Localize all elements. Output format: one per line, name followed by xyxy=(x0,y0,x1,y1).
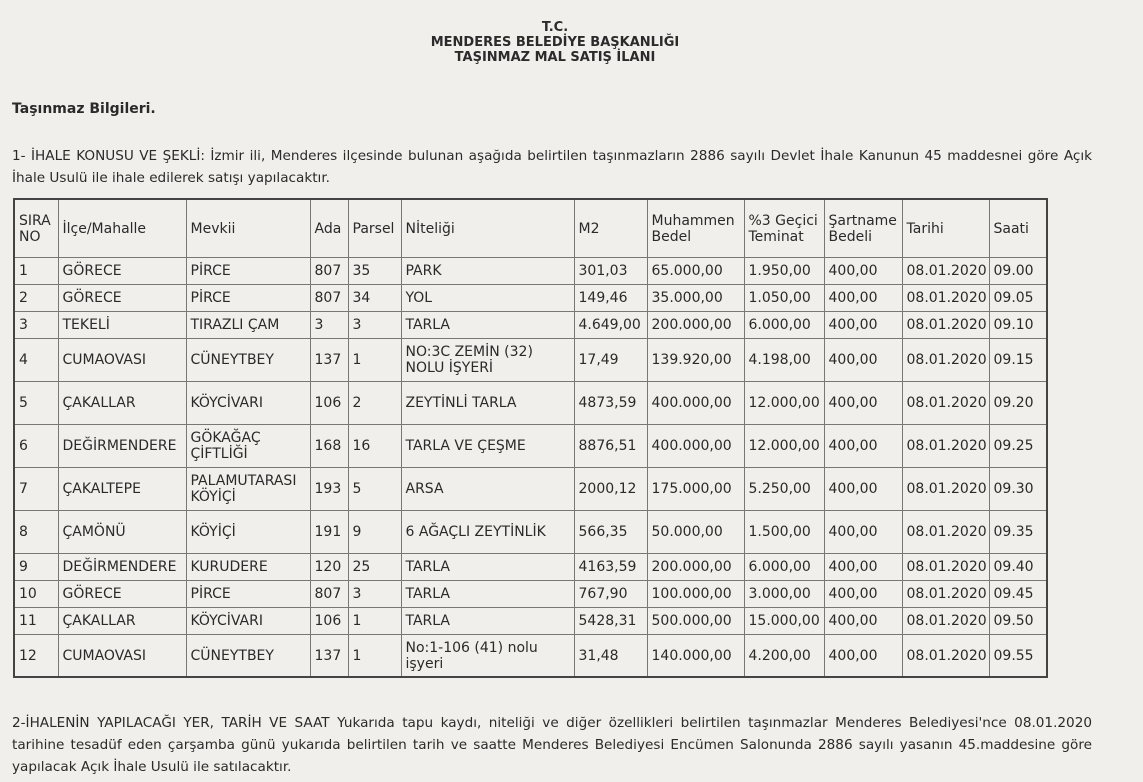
cell-parsel: 1 xyxy=(348,635,401,678)
cell-ada: 168 xyxy=(310,425,348,468)
cell-parsel: 16 xyxy=(348,425,401,468)
cell-no: 12 xyxy=(14,635,58,678)
cell-nitelik: TARLA xyxy=(401,608,574,635)
cell-bedel: 139.920,00 xyxy=(647,339,744,382)
cell-nitelik: ARSA xyxy=(401,468,574,511)
col-header-teminat: %3 Geçici Teminat xyxy=(744,199,824,258)
cell-nitelik: TARLA xyxy=(401,312,574,339)
cell-ilce: CUMAOVASI xyxy=(58,635,186,678)
cell-nitelik: 6 AĞAÇLI ZEYTİNLİK xyxy=(401,511,574,554)
table-row xyxy=(14,635,1047,678)
cell-saat: 09.35 xyxy=(989,511,1047,554)
cell-saat: 09.45 xyxy=(989,581,1047,608)
cell-saat: 09.30 xyxy=(989,468,1047,511)
cell-parsel: 9 xyxy=(348,511,401,554)
cell-bedel: 400.000,00 xyxy=(647,425,744,468)
table-row xyxy=(14,581,1047,608)
cell-parsel: 1 xyxy=(348,339,401,382)
cell-sartname: 400,00 xyxy=(824,285,902,312)
paragraph-tender-subject: 1- İHALE KONUSU VE ŞEKLİ: İzmir ili, Menderes ilçesinde bulunan aşağıda belirtilen taşınmazların 2886 sayılı Devlet İhale Kanunun 45 maddesnei göre Açık İhale Usulü ile ihale edilerek satışı yapılacaktır. xyxy=(12,148,1092,186)
cell-ada: 191 xyxy=(310,511,348,554)
cell-nitelik: NO:3C ZEMİN (32) NOLU İŞYERİ xyxy=(401,339,574,382)
cell-parsel: 5 xyxy=(348,468,401,511)
cell-m2: 4163,59 xyxy=(574,554,647,581)
cell-sartname: 400,00 xyxy=(824,339,902,382)
cell-nitelik: TARLA VE ÇEŞME xyxy=(401,425,574,468)
col-header-niteligi: Nİteliği xyxy=(401,199,574,258)
cell-ilce: GÖRECE xyxy=(58,285,186,312)
cell-teminat: 12.000,00 xyxy=(744,425,824,468)
cell-m2: 5428,31 xyxy=(574,608,647,635)
cell-m2: 31,48 xyxy=(574,635,647,678)
col-header-bedel: Muhammen Bedel xyxy=(647,199,744,258)
table-row xyxy=(14,339,1047,382)
cell-ilce: DEĞİRMENDERE xyxy=(58,425,186,468)
cell-ada: 106 xyxy=(310,382,348,425)
cell-saat: 09.20 xyxy=(989,382,1047,425)
cell-no: 3 xyxy=(14,312,58,339)
cell-saat: 09.25 xyxy=(989,425,1047,468)
cell-ilce: DEĞİRMENDERE xyxy=(58,554,186,581)
col-header-saat: Saati xyxy=(989,199,1047,258)
cell-bedel: 35.000,00 xyxy=(647,285,744,312)
cell-mevkii: KÖYCİVARI xyxy=(186,608,310,635)
col-header-tarih: Tarihi xyxy=(902,199,989,258)
cell-teminat: 6.000,00 xyxy=(744,554,824,581)
cell-teminat: 3.000,00 xyxy=(744,581,824,608)
table-row xyxy=(14,468,1047,511)
cell-sartname: 400,00 xyxy=(824,312,902,339)
cell-ada: 807 xyxy=(310,258,348,285)
cell-mevkii: KURUDERE xyxy=(186,554,310,581)
cell-no: 2 xyxy=(14,285,58,312)
cell-tarih: 08.01.2020 xyxy=(902,581,989,608)
cell-ilce: CUMAOVASI xyxy=(58,339,186,382)
cell-nitelik: YOL xyxy=(401,285,574,312)
table-row xyxy=(14,511,1047,554)
cell-ilce: ÇAMÖNÜ xyxy=(58,511,186,554)
cell-nitelik: TARLA xyxy=(401,554,574,581)
cell-ada: 106 xyxy=(310,608,348,635)
cell-mevkii: PALAMUTARASI KÖYİÇİ xyxy=(186,468,310,511)
col-header-sartname: Şartname Bedeli xyxy=(824,199,902,258)
col-header-m2: M2 xyxy=(574,199,647,258)
cell-bedel: 200.000,00 xyxy=(647,312,744,339)
cell-tarih: 08.01.2020 xyxy=(902,608,989,635)
cell-sartname: 400,00 xyxy=(824,382,902,425)
cell-parsel: 3 xyxy=(348,312,401,339)
cell-parsel: 34 xyxy=(348,285,401,312)
cell-tarih: 08.01.2020 xyxy=(902,312,989,339)
cell-mevkii: TIRAZLI ÇAM xyxy=(186,312,310,339)
cell-bedel: 175.000,00 xyxy=(647,468,744,511)
cell-nitelik: ZEYTİNLİ TARLA xyxy=(401,382,574,425)
table-row xyxy=(14,258,1047,285)
cell-bedel: 65.000,00 xyxy=(647,258,744,285)
cell-ilce: ÇAKALLAR xyxy=(58,608,186,635)
col-header-mevkii: Mevkii xyxy=(186,199,310,258)
cell-teminat: 5.250,00 xyxy=(744,468,824,511)
cell-ilce: ÇAKALTEPE xyxy=(58,468,186,511)
cell-ada: 120 xyxy=(310,554,348,581)
cell-mevkii: PİRCE xyxy=(186,581,310,608)
cell-saat: 09.00 xyxy=(989,258,1047,285)
cell-m2: 301,03 xyxy=(574,258,647,285)
cell-ada: 807 xyxy=(310,285,348,312)
cell-sartname: 400,00 xyxy=(824,468,902,511)
cell-ada: 807 xyxy=(310,581,348,608)
table-row xyxy=(14,608,1047,635)
cell-no: 1 xyxy=(14,258,58,285)
table-row xyxy=(14,285,1047,312)
cell-sartname: 400,00 xyxy=(824,554,902,581)
table-row xyxy=(14,312,1047,339)
cell-tarih: 08.01.2020 xyxy=(902,285,989,312)
table-row xyxy=(14,425,1047,468)
cell-tarih: 08.01.2020 xyxy=(902,258,989,285)
cell-sartname: 400,00 xyxy=(824,608,902,635)
cell-ilce: GÖRECE xyxy=(58,581,186,608)
cell-ilce: ÇAKALLAR xyxy=(58,382,186,425)
cell-no: 9 xyxy=(14,554,58,581)
cell-tarih: 08.01.2020 xyxy=(902,511,989,554)
cell-ada: 137 xyxy=(310,635,348,678)
cell-mevkii: PİRCE xyxy=(186,285,310,312)
cell-m2: 149,46 xyxy=(574,285,647,312)
cell-saat: 09.15 xyxy=(989,339,1047,382)
cell-ilce: TEKELİ xyxy=(58,312,186,339)
cell-m2: 4873,59 xyxy=(574,382,647,425)
cell-mevkii: GÖKAĞAÇ ÇİFTLİĞİ xyxy=(186,425,310,468)
cell-mevkii: PİRCE xyxy=(186,258,310,285)
paragraph-tender-place-date: 2-İHALENİN YAPILACAĞI YER, TARİH VE SAAT Yukarıda tapu kaydı, niteliği ve diğer özellikleri belirtilen taşınmazlar Menderes Belediyesi'nce 08.01.2020 tarihine tesadüf eden çarşamba günü yukarıda belirtilen tarih ve saatte Menderes Belediyesi Encümen Salonunda 2886 sayılı yasanın 45.maddesine göre yapılacak Açık İhale Usulü ile satılacaktır. xyxy=(12,715,1092,775)
cell-tarih: 08.01.2020 xyxy=(902,425,989,468)
cell-mevkii: CÜNEYTBEY xyxy=(186,339,310,382)
cell-ilce: GÖRECE xyxy=(58,258,186,285)
cell-nitelik: PARK xyxy=(401,258,574,285)
cell-nitelik: TARLA xyxy=(401,581,574,608)
cell-mevkii: KÖYCİVARI xyxy=(186,382,310,425)
cell-ada: 193 xyxy=(310,468,348,511)
cell-bedel: 50.000,00 xyxy=(647,511,744,554)
cell-sartname: 400,00 xyxy=(824,258,902,285)
cell-no: 10 xyxy=(14,581,58,608)
cell-teminat: 1.500,00 xyxy=(744,511,824,554)
table-header-row xyxy=(14,199,1047,258)
cell-sartname: 400,00 xyxy=(824,511,902,554)
header-line-tc: T.C. xyxy=(541,20,569,35)
property-table xyxy=(13,198,1048,678)
table-row xyxy=(14,554,1047,581)
cell-m2: 566,35 xyxy=(574,511,647,554)
header-line-title: TAŞINMAZ MAL SATIŞ İLANI xyxy=(454,50,656,65)
cell-tarih: 08.01.2020 xyxy=(902,468,989,511)
cell-teminat: 6.000,00 xyxy=(744,312,824,339)
cell-no: 8 xyxy=(14,511,58,554)
cell-m2: 767,90 xyxy=(574,581,647,608)
cell-parsel: 25 xyxy=(348,554,401,581)
cell-parsel: 2 xyxy=(348,382,401,425)
cell-sartname: 400,00 xyxy=(824,425,902,468)
cut-off-text-line xyxy=(12,774,632,782)
cell-teminat: 15.000,00 xyxy=(744,608,824,635)
cell-parsel: 1 xyxy=(348,608,401,635)
cell-bedel: 400.000,00 xyxy=(647,382,744,425)
col-header-ada: Ada xyxy=(310,199,348,258)
cell-sartname: 400,00 xyxy=(824,635,902,678)
cell-no: 6 xyxy=(14,425,58,468)
document-header xyxy=(0,20,1110,65)
cell-no: 7 xyxy=(14,468,58,511)
cell-no: 11 xyxy=(14,608,58,635)
cell-tarih: 08.01.2020 xyxy=(902,339,989,382)
cell-mevkii: CÜNEYTBEY xyxy=(186,635,310,678)
cell-no: 4 xyxy=(14,339,58,382)
cell-m2: 17,49 xyxy=(574,339,647,382)
cell-ada: 137 xyxy=(310,339,348,382)
cell-teminat: 1.950,00 xyxy=(744,258,824,285)
cell-m2: 8876,51 xyxy=(574,425,647,468)
cell-m2: 2000,12 xyxy=(574,468,647,511)
cell-saat: 09.55 xyxy=(989,635,1047,678)
cell-m2: 4.649,00 xyxy=(574,312,647,339)
table-row xyxy=(14,382,1047,425)
col-header-parsel: Parsel xyxy=(348,199,401,258)
cell-teminat: 12.000,00 xyxy=(744,382,824,425)
cell-parsel: 35 xyxy=(348,258,401,285)
section-title: Taşınmaz Bilgileri. xyxy=(12,101,156,117)
cell-parsel: 3 xyxy=(348,581,401,608)
cell-ada: 3 xyxy=(310,312,348,339)
cell-sartname: 400,00 xyxy=(824,581,902,608)
cell-tarih: 08.01.2020 xyxy=(902,635,989,678)
cell-bedel: 140.000,00 xyxy=(647,635,744,678)
cell-nitelik: No:1-106 (41) nolu işyeri xyxy=(401,635,574,678)
cell-saat: 09.40 xyxy=(989,554,1047,581)
cell-teminat: 1.050,00 xyxy=(744,285,824,312)
cell-bedel: 200.000,00 xyxy=(647,554,744,581)
cell-mevkii: KÖYİÇİ xyxy=(186,511,310,554)
col-header-ilce: İlçe/Mahalle xyxy=(58,199,186,258)
cell-teminat: 4.198,00 xyxy=(744,339,824,382)
cell-teminat: 4.200,00 xyxy=(744,635,824,678)
cell-bedel: 100.000,00 xyxy=(647,581,744,608)
cell-tarih: 08.01.2020 xyxy=(902,554,989,581)
cell-tarih: 08.01.2020 xyxy=(902,382,989,425)
cell-no: 5 xyxy=(14,382,58,425)
header-line-municipality: MENDERES BELEDİYE BAŞKANLIĞI xyxy=(430,35,680,50)
cell-saat: 09.10 xyxy=(989,312,1047,339)
cell-bedel: 500.000,00 xyxy=(647,608,744,635)
col-header-sira: SIRA NO xyxy=(14,199,58,258)
cell-saat: 09.05 xyxy=(989,285,1047,312)
cell-saat: 09.50 xyxy=(989,608,1047,635)
